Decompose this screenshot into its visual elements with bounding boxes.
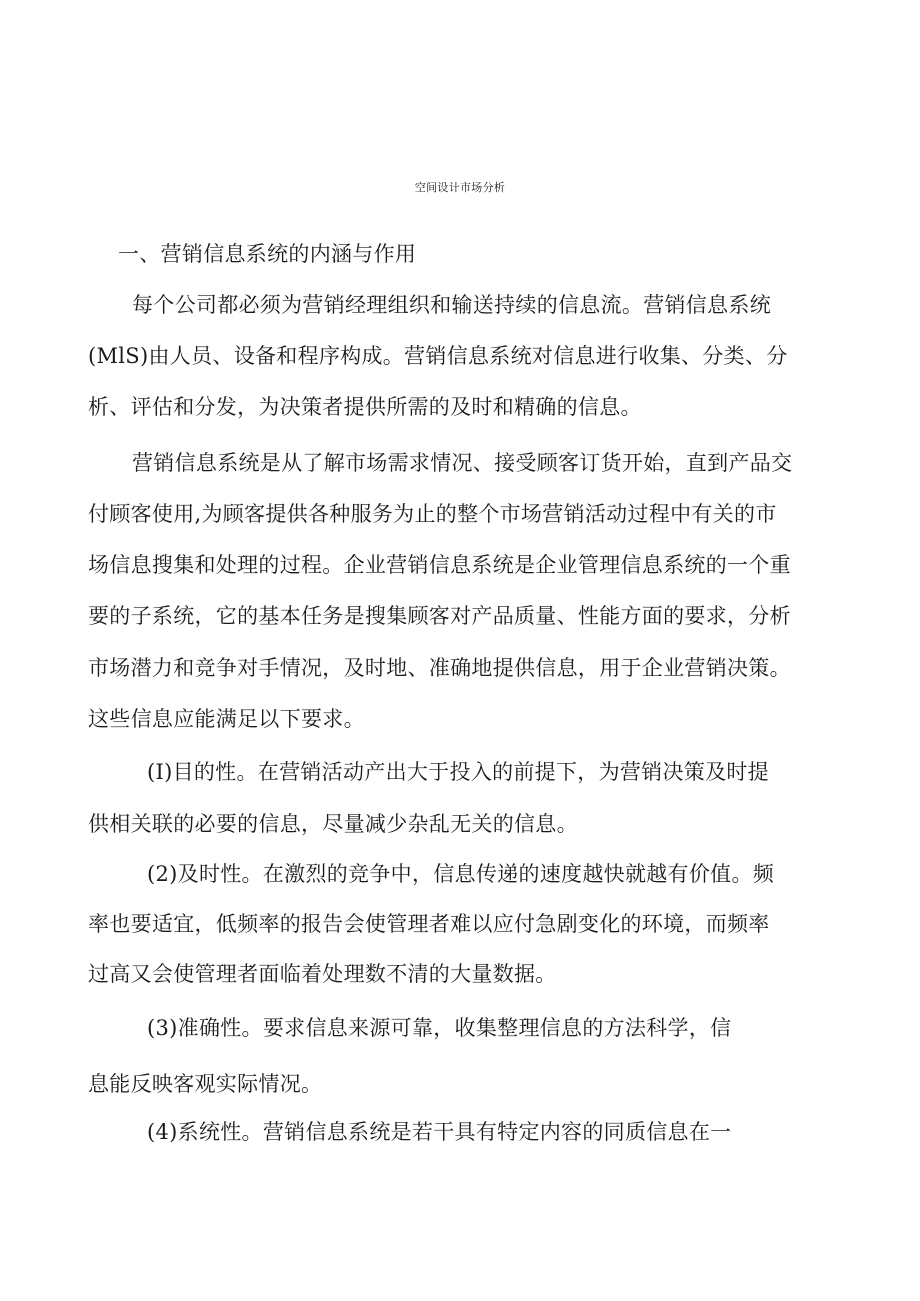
list-item-line: (2)及时性。在激烈的竞争中，信息传递的速度越快就越有价值。频 bbox=[147, 862, 775, 886]
section-heading: 一、营销信息系统的内涵与作用 bbox=[118, 242, 417, 266]
document-title: 空间设计市场分析 bbox=[414, 181, 506, 194]
paragraph-line: 每个公司都必须为营销经理组织和输送持续的信息流。营销信息系统 bbox=[132, 293, 771, 317]
paragraph-line: 付顾客使用,为顾客提供各种服务为止的整个市场营销活动过程中有关的市 bbox=[88, 502, 777, 526]
paragraph-line: 场信息搜集和处理的过程。企业营销信息系统是企业管理信息系统的一个重 bbox=[88, 553, 791, 577]
list-item-line: (3)准确性。要求信息来源可靠，收集整理信息的方法科学，信 bbox=[147, 1016, 732, 1040]
paragraph-line: (MlS)由人员、设备和程序构成。营销信息系统对信息进行收集、分类、分 bbox=[88, 344, 788, 368]
list-item-line: 供相关联的必要的信息，尽量减少杂乱无关的信息。 bbox=[88, 812, 578, 836]
list-item-line: 率也要适宜，低频率的报告会使管理者难以应付急剧变化的环境，而频率 bbox=[88, 912, 770, 936]
list-item-line: 过高又会使管理者面临着处理数不清的大量数据。 bbox=[88, 962, 557, 986]
paragraph-line: 营销信息系统是从了解市场需求情况、接受顾客订货开始，直到产品交 bbox=[132, 451, 793, 475]
list-item-line: (I)目的性。在营销活动产出大于投入的前提下，为营销决策及时提 bbox=[147, 760, 769, 784]
list-item-line: (4)系统性。营销信息系统是若干具有特定内容的同质信息在一 bbox=[147, 1120, 732, 1144]
paragraph-line: 要的子系统，它的基本任务是搜集顾客对产品质量、性能方面的要求，分析 bbox=[88, 604, 791, 628]
paragraph-line: 析、评估和分发，为决策者提供所需的及时和精确的信息。 bbox=[88, 395, 642, 419]
list-item-line: 息能反映客观实际情况。 bbox=[88, 1072, 323, 1096]
paragraph-line: 市场潜力和竞争对手情况，及时地、准确地提供信息，用于企业营销决策。 bbox=[88, 656, 791, 680]
paragraph-line: 这些信息应能满足以下要求。 bbox=[88, 707, 365, 731]
